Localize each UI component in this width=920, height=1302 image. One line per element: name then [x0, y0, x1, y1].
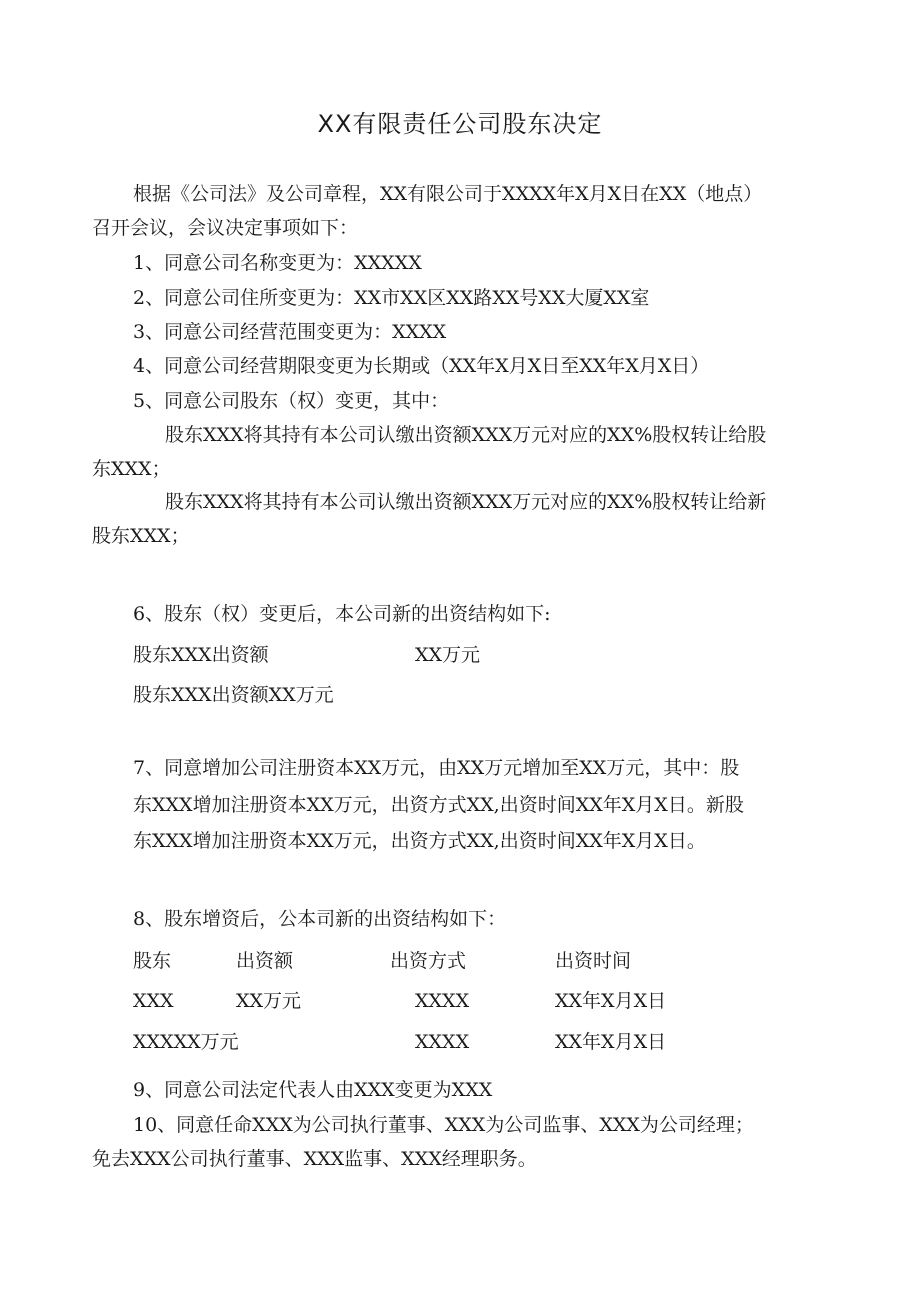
table-row-1-amount: XX万元: [236, 990, 302, 1012]
table-header-amount: 出资额: [236, 950, 294, 972]
item-6-row-2: 股东XXX出资额XX万元: [133, 684, 334, 706]
item-5-transfer-a-line-2: 东XXX；: [92, 458, 171, 480]
table-header-shareholder: 股东: [133, 950, 172, 972]
document-title: XX有限责任公司股东决定: [317, 110, 603, 138]
item-10-line-1: 10、同意任命XXX为公司执行董事、XXX为公司监事、XXX为公司经理；: [133, 1114, 754, 1136]
item-7-line-2: 东XXX增加注册资本XX万元，出资方式XX,出资时间XX年X月X日。新股: [133, 794, 744, 816]
item-7-line-3: 东XXX增加注册资本XX万元，出资方式XX,出资时间XX年X月X日。: [133, 830, 706, 852]
item-7-line-1: 7、同意增加公司注册资本XX万元，由XX万元增加至XX万元，其中：股: [133, 757, 740, 779]
table-row-1-method: XXXX: [415, 990, 470, 1012]
table-row-1-shareholder: XXX: [133, 990, 174, 1012]
item-1: 1、同意公司名称变更为：XXXXX: [133, 252, 422, 274]
item-2: 2、同意公司住所变更为：XX市XX区XX路XX号XX大厦XX室: [133, 287, 650, 309]
intro-line-2: 召开会议，会议决定事项如下：: [92, 217, 359, 239]
table-row-2-time: XX年X月X日: [555, 1031, 667, 1053]
table-row-1-time: XX年X月X日: [555, 990, 667, 1012]
table-header-time: 出资时间: [555, 950, 632, 972]
item-10-line-2: 免去XXX公司执行董事、XXX监事、XXX经理职务。: [92, 1148, 537, 1170]
item-5-transfer-a-line-1: 股东XXX将其持有本公司认缴出资额XXX万元对应的XX%股权转让给股: [165, 424, 767, 446]
table-row-2-shareholder-amount: XXXXX万元: [133, 1031, 239, 1053]
item-5-transfer-b-line-1: 股东XXX将其持有本公司认缴出资额XXX万元对应的XX%股权转让给新: [165, 491, 767, 513]
item-6: 6、股东（权）变更后，本公司新的出资结构如下:: [133, 603, 551, 625]
item-4: 4、同意公司经营期限变更为长期或（XX年X月X日至XX年X月X日）: [133, 355, 710, 377]
item-6-row-1-name: 股东XXX出资额: [133, 644, 269, 666]
item-8: 8、股东增资后，公本司新的出资结构如下：: [133, 908, 507, 930]
item-5-transfer-b-line-2: 股东XXX；: [92, 525, 190, 547]
item-5: 5、同意公司股东（权）变更，其中：: [133, 390, 450, 412]
table-row-2-method: XXXX: [415, 1031, 470, 1053]
item-3: 3、同意公司经营范围变更为：XXXX: [133, 321, 447, 343]
item-6-row-1-amount: XX万元: [415, 644, 481, 666]
item-9: 9、同意公司法定代表人由XXX变更为XXX: [133, 1079, 493, 1101]
intro-line-1: 根据《公司法》及公司章程，XX有限公司于XXXX年X月X日在XX（地点）: [133, 183, 763, 205]
table-header-method: 出资方式: [390, 950, 467, 972]
